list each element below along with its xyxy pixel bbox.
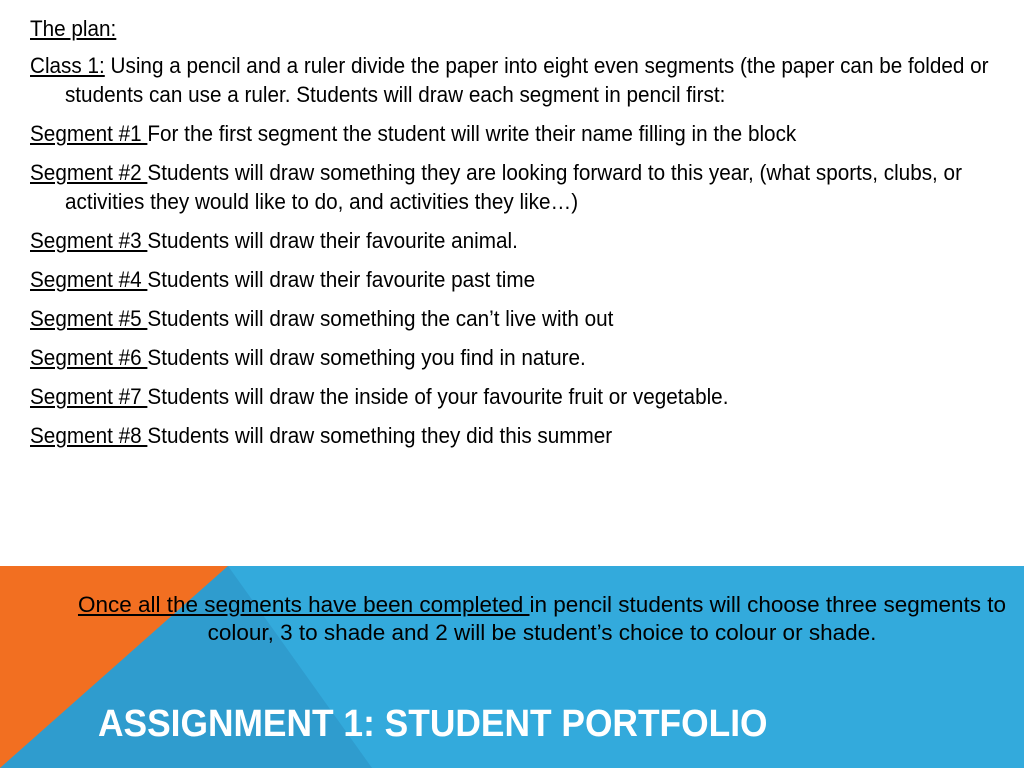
segment-4-paragraph — [30, 265, 1024, 294]
bottom-banner — [0, 566, 1024, 768]
segment-5-paragraph — [30, 304, 1024, 333]
segment-1-label: Segment #1 — [30, 121, 148, 146]
completion-instructions — [62, 591, 1022, 647]
segment-4-label: Segment #4 — [30, 267, 148, 292]
slide-title: ASSIGNMENT 1: STUDENT PORTFOLIO — [98, 703, 768, 745]
segment-2-paragraph — [30, 158, 1024, 216]
completion-text: in pencil students will choose three segments to colour, 3 to shade and 2 will be student’s choice to colour or shade. — [207, 592, 1007, 645]
segment-6-text: Students will draw something you find in nature. — [147, 345, 586, 370]
class1-label: Class 1: — [30, 53, 105, 78]
plan-heading — [30, 14, 1024, 43]
segment-7-label: Segment #7 — [30, 384, 148, 409]
segment-8-label: Segment #8 — [30, 423, 148, 448]
segment-6-paragraph — [30, 343, 1024, 372]
segment-6-label: Segment #6 — [30, 345, 148, 370]
segment-5-label: Segment #5 — [30, 306, 148, 331]
segment-8-text: Students will draw something they did this summer — [147, 423, 613, 448]
segment-2-text: Students will draw something they are looking forward to this year, (what sports, clubs, or activities they would like to do, and activities they like…) — [64, 160, 962, 214]
segment-7-paragraph — [30, 382, 1024, 411]
completion-label: Once all the segments have been completed — [77, 592, 530, 617]
segment-5-text: Students will draw something the can’t live with out — [147, 306, 614, 331]
segment-3-paragraph — [30, 226, 1024, 255]
plan-text-area — [30, 14, 1010, 460]
segment-3-label: Segment #3 — [30, 228, 148, 253]
segment-4-text: Students will draw their favourite past time — [147, 267, 536, 292]
segment-1-text: For the first segment the student will write their name filling in the block — [147, 121, 797, 146]
class1-paragraph — [30, 51, 1024, 109]
segment-7-text: Students will draw the inside of your favourite fruit or vegetable. — [147, 384, 729, 409]
plan-heading-label: The plan: — [30, 16, 117, 41]
segment-2-label: Segment #2 — [30, 160, 148, 185]
segment-8-paragraph — [30, 421, 1024, 450]
class1-text: Using a pencil and a ruler divide the paper into eight even segments (the paper can be folded or students can use a ruler. Students will draw each segment in pencil first: — [64, 53, 989, 107]
segment-1-paragraph — [30, 119, 1024, 148]
segment-3-text: Students will draw their favourite animal. — [147, 228, 518, 253]
